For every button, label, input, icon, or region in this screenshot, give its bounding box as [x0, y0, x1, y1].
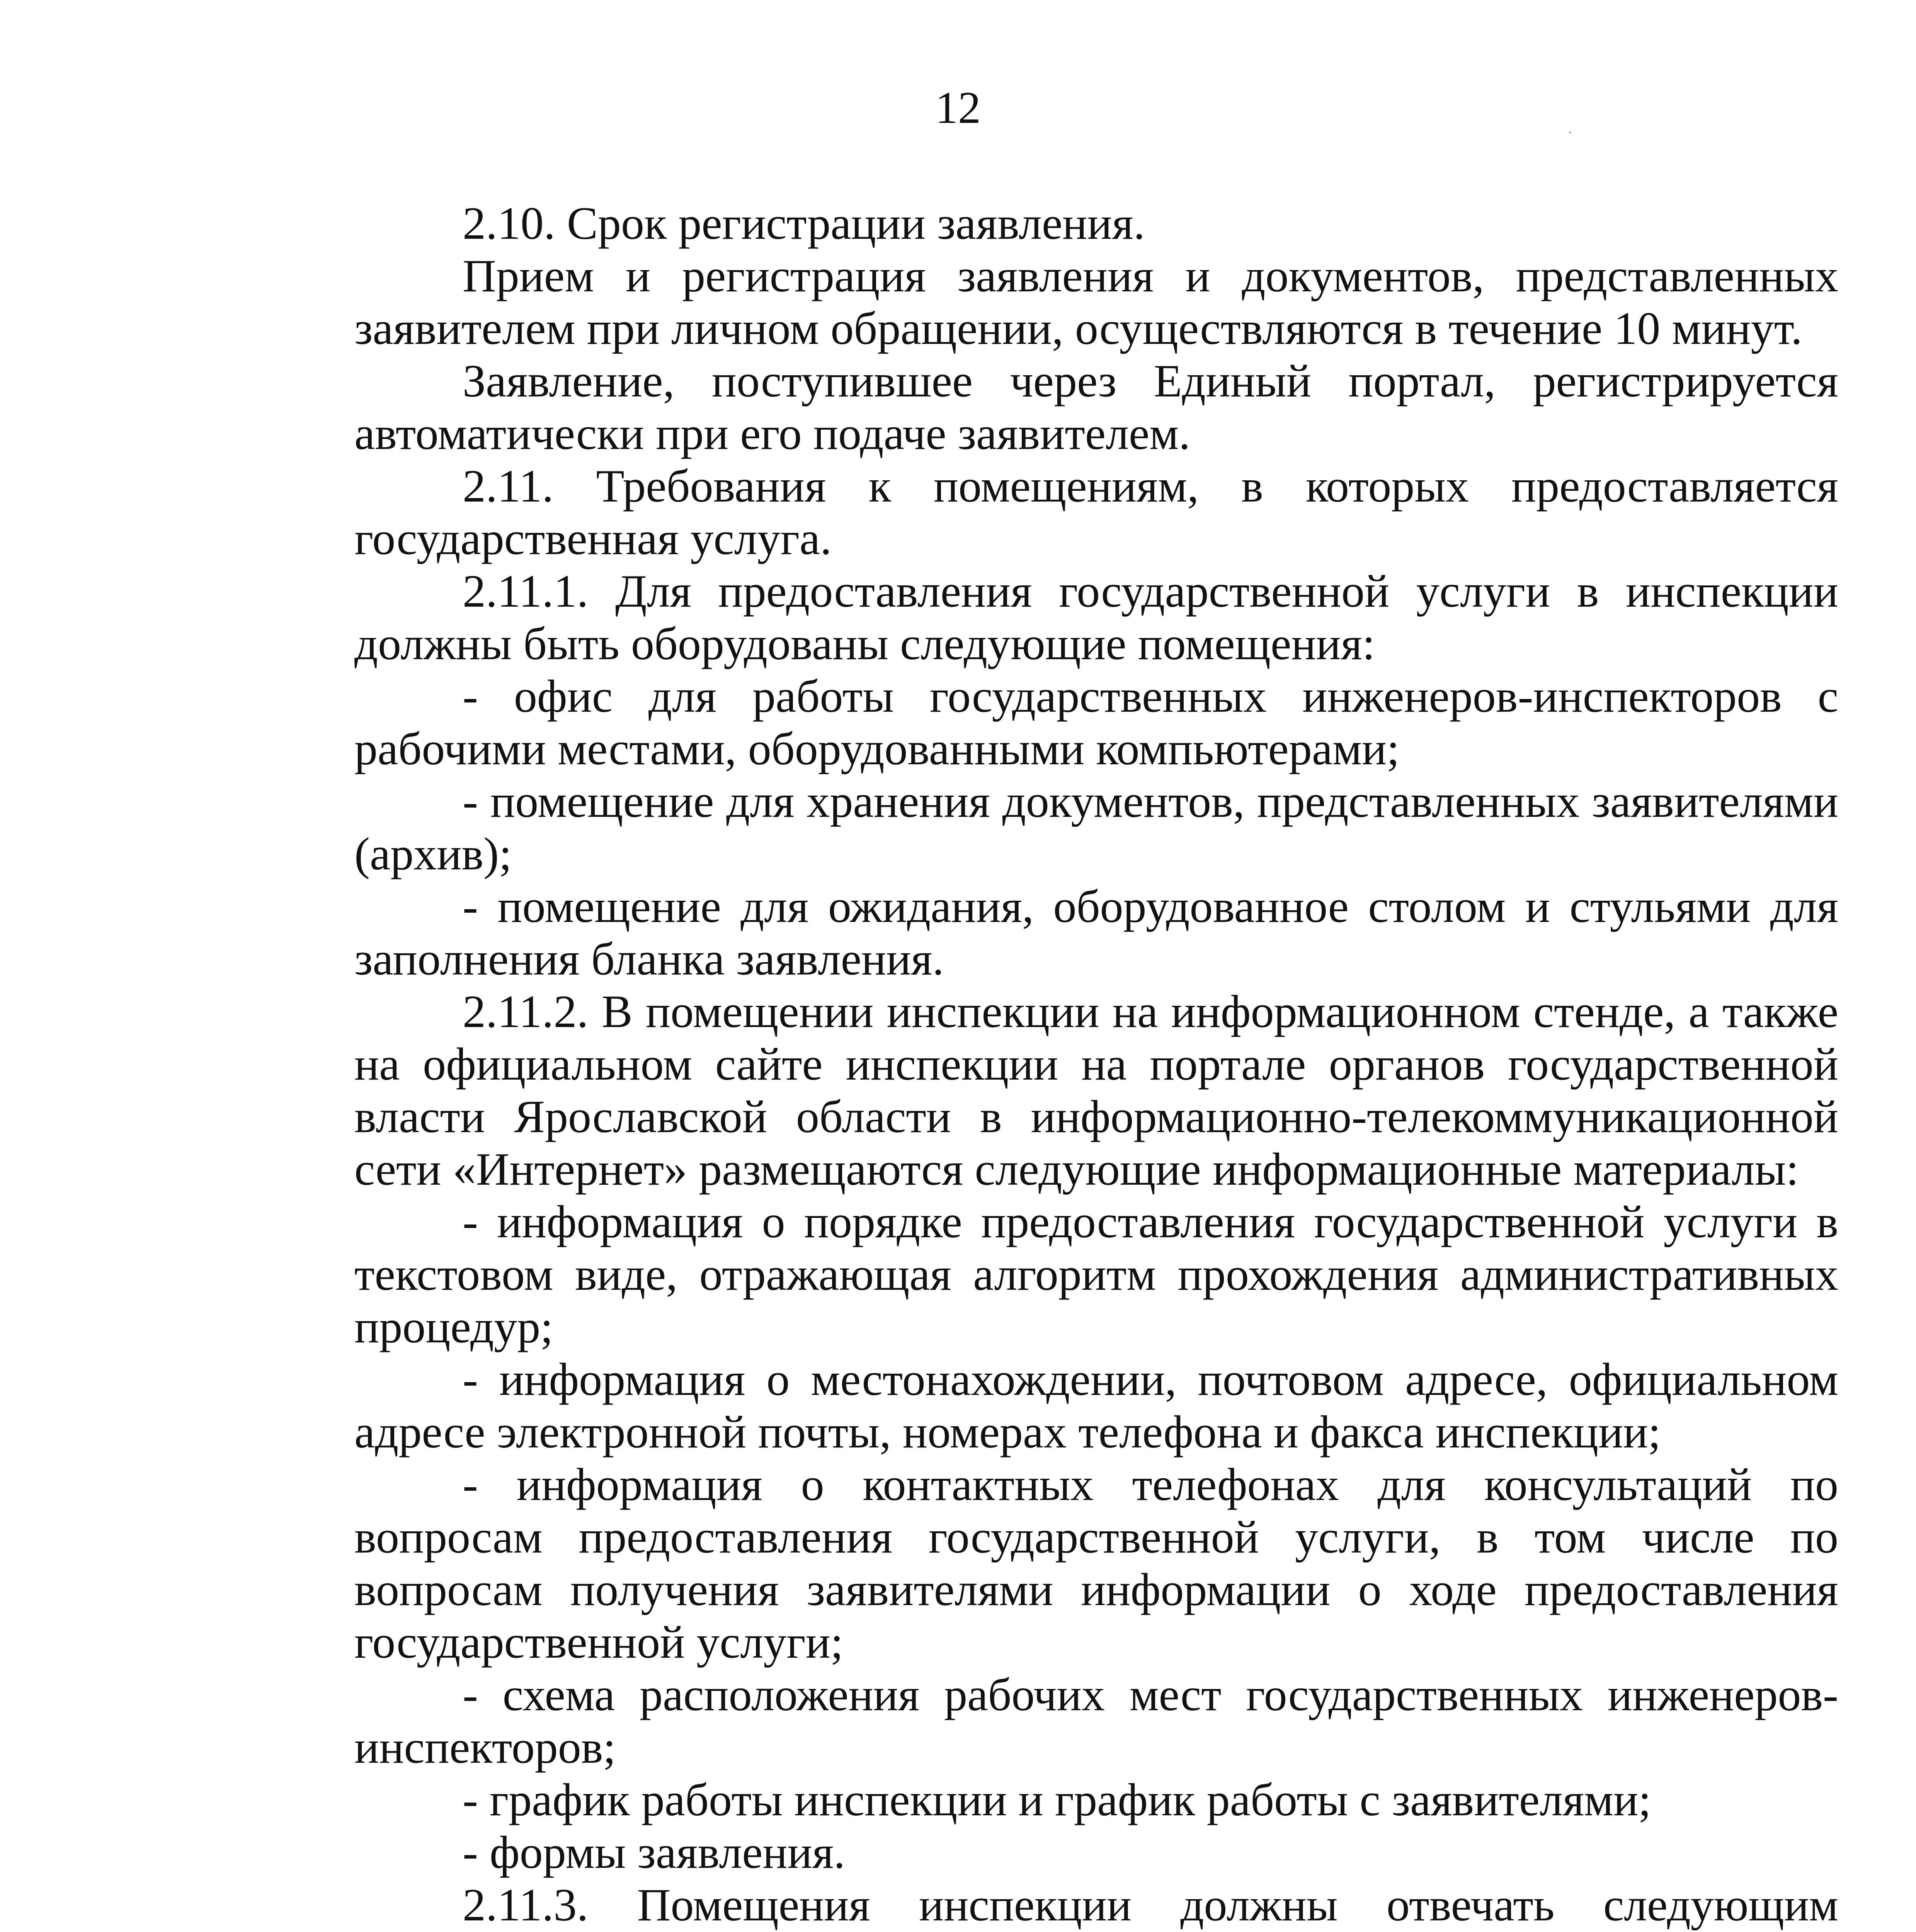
paragraph-2-11-heading: 2.11. Требования к помещениям, в которых предоставляется государственная услуга.: [354, 460, 1838, 564]
paragraph-2-11-3: 2.11.3. Помещения инспекции должны отвечать следующим: [463, 1879, 1838, 1930]
list-item: - схема расположения рабочих мест государственных инженеров-инспекторов;: [354, 1669, 1838, 1773]
paragraph-2-11-1: 2.11.1. Для предоставления государственной услуги в инспекции должны быть оборудованы следующие помещения:: [354, 565, 1838, 669]
list-item: - информация о порядке предоставления государственной услуги в текстовом виде, отражающая алгоритм прохождения административных процедур;: [354, 1196, 1838, 1352]
list-item: - информация о местонахождении, почтовом адресе, официальном адресе электронной почты, номерах телефона и факса инспекции;: [354, 1354, 1838, 1458]
list-item: - информация о контактных телефонах для консультаций по вопросам предоставления государственной услуги, в том числе по вопросам получения заявителями информации о ходе предоставления государственной услуги;: [354, 1459, 1838, 1668]
list-item: - помещение для хранения документов, представленных заявителями (архив);: [354, 776, 1838, 879]
paragraph-2-10-heading: 2.10. Срок регистрации заявления.: [463, 197, 1145, 249]
list-item: - помещение для ожидания, оборудованное столом и стульями для заполнения бланка заявления.: [354, 881, 1838, 985]
paragraph: Прием и регистрация заявления и документов, представленных заявителем при личном обращении, осуществляются в течение 10 минут.: [354, 250, 1838, 354]
scan-speck: [1569, 131, 1571, 134]
list-item: - офис для работы государственных инженеров-инспекторов с рабочими местами, оборудованными компьютерами;: [354, 670, 1838, 774]
list-item: - график работы инспекции и график работы с заявителями;: [463, 1774, 1651, 1825]
page-number: 12: [935, 82, 981, 133]
paragraph: Заявление, поступившее через Единый портал, регистрируется автоматически при его подаче заявителем.: [354, 355, 1838, 459]
list-item: - формы заявления.: [463, 1827, 846, 1878]
paragraph-2-11-2: 2.11.2. В помещении инспекции на информационном стенде, а также на официальном сайте инспекции на портале органов государственной власти Ярославской области в информационно-телекоммуникационной сети «Интернет» размещаются следующие информационные материалы:: [354, 986, 1838, 1195]
document-body: [354, 197, 1838, 1932]
